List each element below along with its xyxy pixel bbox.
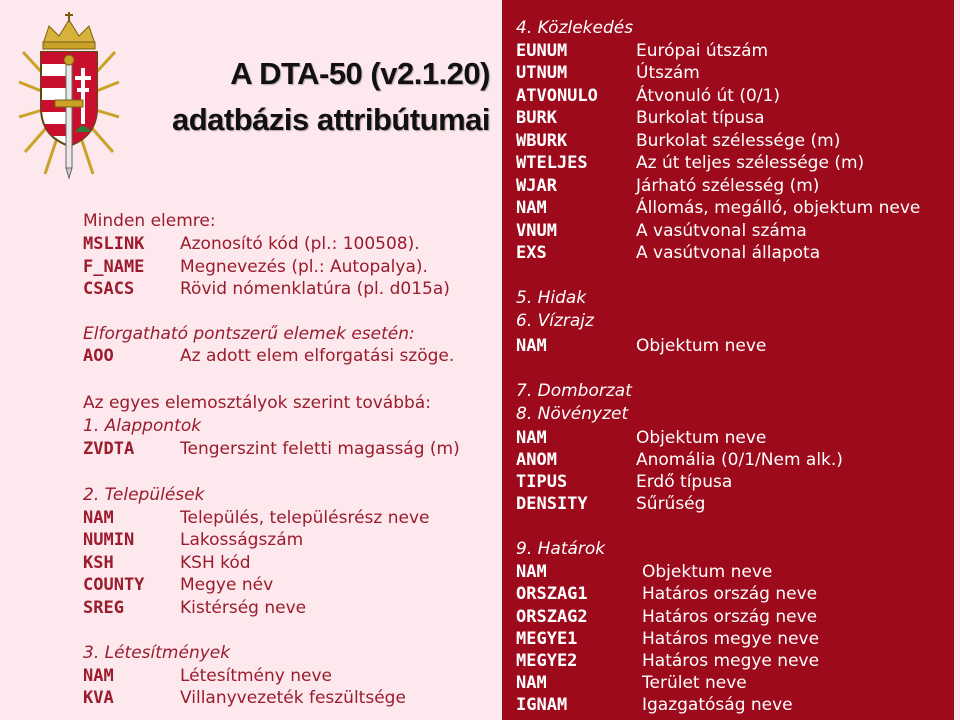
attribute-desc: Létesítmény neve [180,666,333,686]
intro-per-class: Az egyes elemosztályok szerint továbbá: [83,393,431,413]
attribute-code: KVA [83,688,114,708]
attribute-desc: Határos megye neve [642,629,820,649]
right-edge-strip [954,0,960,720]
attribute-desc: Az adott elem elforgatási szöge. [180,346,455,366]
attribute-desc: Burkolat típusa [636,108,765,128]
attribute-code: NAM [83,666,114,686]
section-heading-domborzat: 7. Domborzat [516,381,632,401]
attribute-code: ORSZAG2 [516,607,588,627]
attribute-code: NAM [516,562,547,582]
attribute-code: EUNUM [516,41,568,61]
attribute-desc: A vasútvonal száma [636,221,807,241]
attribute-desc: Határos megye neve [642,651,820,671]
attribute-code: TIPUS [516,472,568,492]
title-line-2: adatbázis attribútumai [172,102,490,137]
attribute-desc: Erdő típusa [636,472,733,492]
attribute-desc: Burkolat szélessége (m) [636,131,841,151]
attribute-desc: Az út teljes szélessége (m) [636,153,865,173]
attribute-code: COUNTY [83,575,145,595]
attribute-code: SREG [83,598,124,618]
intro-rotatable: Elforgatható pontszerű elemek esetén: [83,324,415,344]
section-heading-letesitmenyek: 3. Létesítmények [83,643,231,663]
section-heading-hidak: 5. Hidak [516,288,587,308]
attribute-desc: Lakosságszám [180,530,304,550]
attribute-desc: Terület neve [642,673,747,693]
coat-of-arms-icon [15,12,123,180]
attribute-code: DENSITY [516,494,588,514]
section-heading-novenyzet: 8. Növényzet [516,404,629,424]
attribute-code: KSH [83,553,114,573]
attribute-code: ZVDTA [83,439,135,459]
attribute-code: IGNAM [516,695,568,715]
attribute-code: MEGYE1 [516,629,578,649]
attribute-code: WTELJES [516,153,588,173]
attribute-code: MEGYE2 [516,651,578,671]
right-panel [502,0,954,720]
attribute-code: UTNUM [516,63,568,83]
attribute-code: MSLINK [83,234,145,254]
attribute-desc: Kistérség neve [180,598,307,618]
attribute-desc: Település, településrész neve [180,508,430,528]
section-heading-vizrajz: 6. Vízrajz [516,311,594,331]
attribute-desc: Objektum neve [636,428,767,448]
attribute-desc: Útszám [636,63,700,83]
attribute-desc: Átvonuló út (0/1) [636,86,781,106]
title-line-1: A DTA-50 (v2.1.20) [230,56,490,91]
section-heading-kozlekedes: 4. Közlekedés [516,18,634,38]
section-heading-telepulesek: 2. Települések [83,485,205,505]
attribute-code: ORSZAG1 [516,584,588,604]
attribute-desc: Sűrűség [636,494,706,514]
attribute-desc: Anomália (0/1/Nem alk.) [636,450,843,470]
attribute-desc: Megye név [180,575,274,595]
attribute-code: NAM [516,336,547,356]
attribute-desc: Objektum neve [636,336,767,356]
attribute-code: NAM [516,673,547,693]
attribute-code: WJAR [516,176,557,196]
attribute-code: NAM [516,428,547,448]
intro-all-elements: Minden elemre: [83,211,216,231]
attribute-code: ATVONULO [516,86,598,106]
attribute-code: BURK [516,108,557,128]
attribute-code: F_NAME [83,257,145,277]
attribute-code: WBURK [516,131,568,151]
section-heading-alappontok: 1. Alappontok [83,416,202,436]
attribute-code: NAM [516,198,547,218]
attribute-code: VNUM [516,221,557,241]
attribute-desc: Villanyvezeték feszültsége [180,688,406,708]
attribute-code: EXS [516,243,547,263]
attribute-desc: Határos ország neve [642,584,818,604]
attribute-code: NAM [83,508,114,528]
attribute-code: AOO [83,346,114,366]
section-heading-hatarok: 9. Határok [516,539,606,559]
attribute-desc: Határos ország neve [642,607,818,627]
attribute-desc: Objektum neve [642,562,773,582]
attribute-desc: Európai útszám [636,41,769,61]
attribute-desc: Megnevezés (pl.: Autopalya). [180,257,428,277]
attribute-desc: Járható szélesség (m) [636,176,820,196]
attribute-desc: Igazgatóság neve [642,695,793,715]
attribute-desc: Rövid nómenklatúra (pl. d015a) [180,279,450,299]
attribute-code: CSACS [83,279,135,299]
attribute-desc: Állomás, megálló, objektum neve [636,198,921,218]
attribute-code: NUMIN [83,530,135,550]
attribute-code: ANOM [516,450,557,470]
attribute-desc: Azonosító kód (pl.: 100508). [180,234,420,254]
attribute-desc: KSH kód [180,553,251,573]
attribute-desc: Tengerszint feletti magasság (m) [180,439,460,459]
attribute-desc: A vasútvonal állapota [636,243,821,263]
